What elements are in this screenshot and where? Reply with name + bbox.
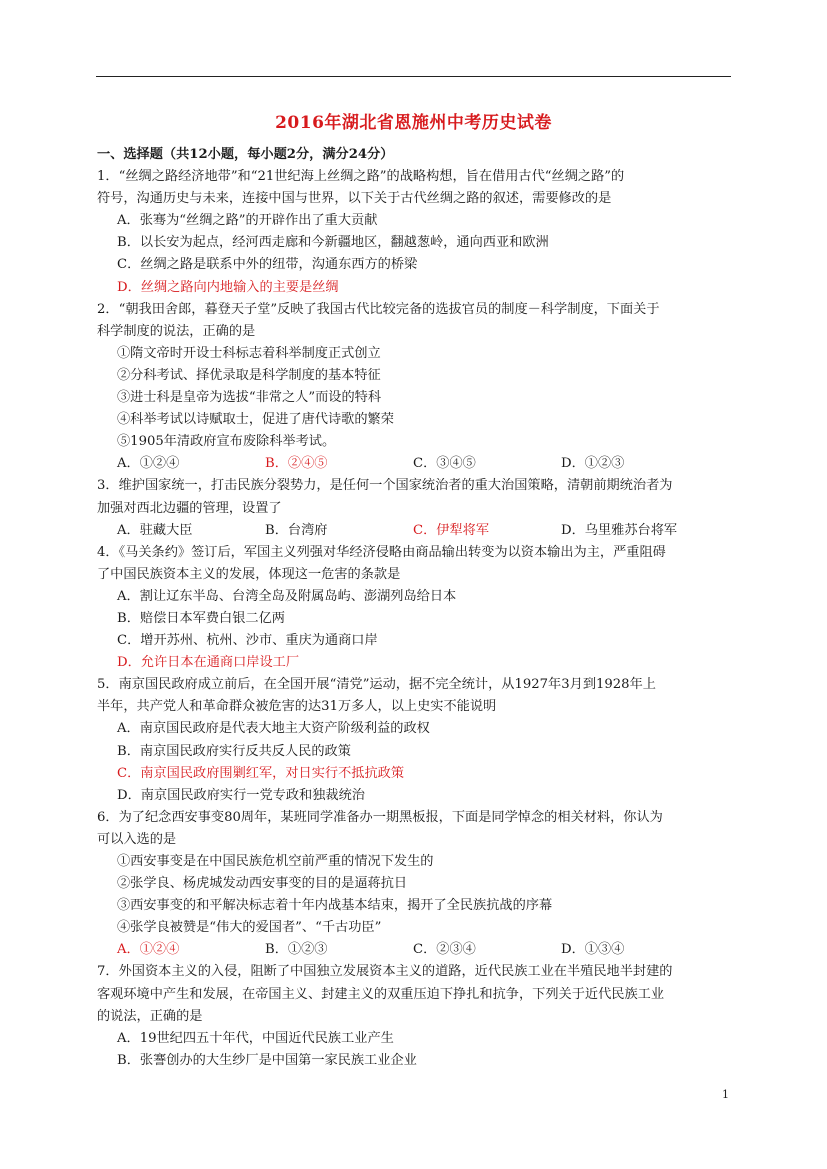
option-b: B．张謇创办的大生纱厂是中国第一家民族工业企业 (117, 1052, 417, 1068)
option-d-answer: D．允许日本在通商口岸设工厂 (117, 655, 300, 671)
question-stem: 客观环境中产生和发展，在帝国主义、封建主义的双重压迫下挣扎和抗争，下列关于近代民族工业 (97, 986, 665, 1002)
question-stem: 加强对西北边疆的管理，设置了 (97, 500, 282, 516)
option-c: C．增开苏州、杭州、沙市、重庆为通商口岸 (117, 633, 378, 649)
option-d: D．南京国民政府实行一党专政和独裁统治 (117, 787, 365, 803)
question-stem: 科学制度的说法，正确的是 (97, 323, 256, 339)
header-rule (96, 76, 731, 77)
question-stem: 2．“朝我田舍郎，暮登天子堂”反映了我国古代比较完备的选拔官员的制度－科学制度，下面关于 (97, 301, 660, 317)
option-b-answer: B．②④⑤ (265, 456, 328, 472)
question-4 (97, 542, 733, 675)
option-b: B．南京国民政府实行反共反人民的政策 (117, 743, 351, 759)
question-stem: 半年，共产党人和革命群众被危害的达31万多人，以上史实不能说明 (97, 699, 497, 715)
page-title: 2016年湖北省恩施州中考历史试卷 (275, 113, 552, 133)
question-stem: 6．为了纪念西安事变80周年，某班同学准备办一期黑板报，下面是同学悼念的相关材料，你认为 (97, 809, 663, 825)
option-c: C．丝绸之路是联系中外的纽带，沟通东西方的桥梁 (117, 257, 418, 273)
option-b: B．以长安为起点，经河西走廊和今新疆地区，翻越葱岭，通向西亚和欧洲 (117, 235, 549, 251)
option-a: A．驻藏大臣 (117, 522, 193, 538)
section-heading: 一、选择题（共12小题，每小题2分，满分24分） (97, 147, 394, 162)
exam-content (97, 144, 733, 1072)
option-d-answer: D．丝绸之路向内地输入的主要是丝绸 (117, 279, 339, 295)
question-5 (97, 674, 733, 807)
question-6 (97, 807, 733, 962)
question-7 (97, 961, 733, 1071)
option-a-answer: A．①②④ (117, 942, 180, 958)
question-stem: 3．维护国家统一，打击民族分裂势力，是任何一个国家统治者的重大治国策略，清朝前期统治者为 (97, 478, 673, 494)
question-1 (97, 166, 733, 299)
question-stem: 1．“丝绸之路经济地带”和“21世纪海上丝绸之路”的战略构想，旨在借用古代“丝绸之路”的 (97, 169, 625, 185)
option-a: A．南京国民政府是代表大地主大资产阶级利益的政权 (117, 721, 430, 737)
option-c: C．②③④ (413, 942, 476, 958)
page-number: 1 (722, 1088, 729, 1101)
statement-item: ③进士科是皇帝为选拔“非常之人”而设的特科 (117, 390, 382, 406)
statement-item: ③西安事变的和平解决标志着十年内战基本结束，揭开了全民族抗战的序幕 (117, 898, 553, 914)
statement-item: ⑤1905年清政府宣布废除科举考试。 (117, 434, 336, 450)
statement-item: ②张学良、杨虎城发动西安事变的目的是逼蒋抗日 (117, 876, 408, 892)
option-a: A．19世纪四五十年代，中国近代民族工业产生 (117, 1030, 394, 1046)
statement-item: ④科举考试以诗赋取士，促进了唐代诗歌的繁荣 (117, 412, 394, 428)
question-stem: 可以入选的是 (97, 831, 177, 847)
option-b: B．赔偿日本军费白银二亿两 (117, 610, 285, 626)
statement-item: ②分科考试、择优录取是科学制度的基本特征 (117, 367, 381, 383)
option-b: B．①②③ (265, 942, 328, 958)
option-c: C．③④⑤ (413, 456, 476, 472)
question-stem: 了中国民族资本主义的发展，体现这一危害的条款是 (97, 566, 401, 582)
question-2 (97, 299, 733, 476)
question-stem: 7．外国资本主义的入侵，阻断了中国独立发展资本主义的道路，近代民族工业在半殖民地半封建的 (97, 964, 673, 980)
option-d: D．①③④ (561, 942, 625, 958)
statement-item: ①西安事变是在中国民族危机空前严重的情况下发生的 (117, 854, 434, 869)
option-c-answer: C．伊犁将军 (413, 522, 490, 538)
option-a: A．张骞为“丝绸之路”的开辟作出了重大贡献 (117, 213, 378, 229)
statement-item: ④张学良被赞是“伟大的爱国者”、“千古功臣” (117, 920, 382, 936)
option-d: D．乌里雅苏台将军 (561, 522, 678, 538)
question-stem: 5．南京国民政府成立前后，在全国开展“清党”运动，据不完全统计，从1927年3月到1928年上 (97, 677, 656, 693)
options-row (97, 453, 733, 475)
option-b: B．台湾府 (265, 522, 328, 538)
options-row (97, 939, 733, 961)
question-stem: 4．《马关条约》签订后，军国主义列强对华经济侵略由商品输出转变为以资本输出为主，严重阻碍 (97, 544, 666, 560)
options-row (97, 520, 733, 542)
question-stem: 的说法，正确的是 (97, 1008, 203, 1024)
option-c-answer: C．南京国民政府围剿红军，对日实行不抵抗政策 (117, 765, 405, 781)
option-a: A．①②④ (117, 456, 180, 472)
option-d: D．①②③ (561, 456, 625, 472)
question-stem: 符号，沟通历史与未来，连接中国与世界，以下关于古代丝绸之路的叙述，需要修改的是 (97, 191, 612, 207)
option-a: A．割让辽东半岛、台湾全岛及附属岛屿、澎湖列岛给日本 (117, 588, 457, 604)
statement-item: ①隋文帝时开设士科标志着科举制度正式创立 (117, 345, 381, 361)
question-3 (97, 475, 733, 541)
